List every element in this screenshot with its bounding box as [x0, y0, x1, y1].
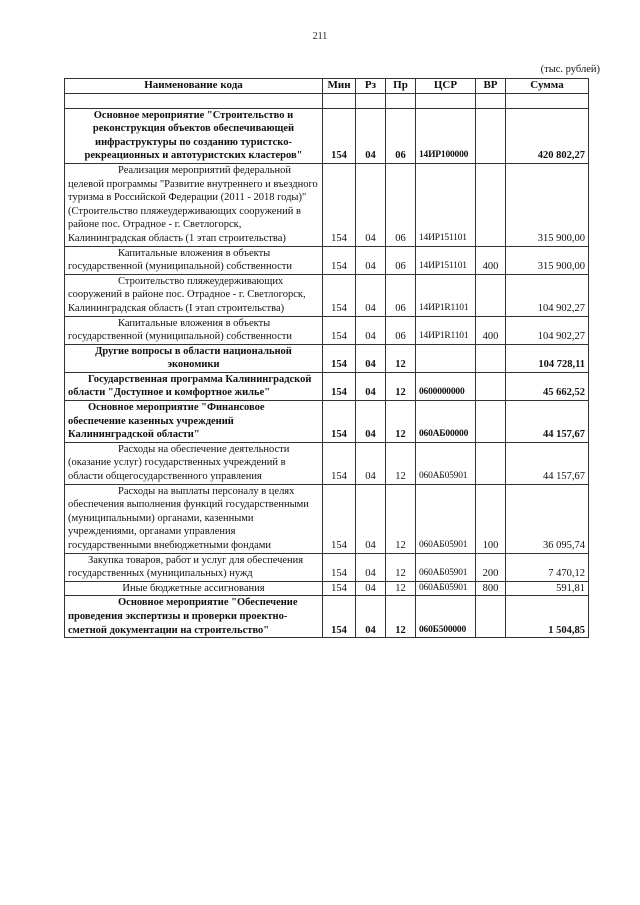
row-csr: 14ИР1R1101	[416, 316, 476, 344]
table-row	[65, 344, 589, 372]
row-vr	[476, 596, 506, 638]
row-name: Капитальные вложения в объекты государственной (муниципальной) собственности	[65, 246, 323, 274]
row-min: 154	[323, 316, 356, 344]
row-csr: 060АБ05901	[416, 484, 476, 553]
row-min: 154	[323, 442, 356, 484]
row-csr: 14ИР100000	[416, 108, 476, 163]
row-rz: 04	[356, 553, 386, 581]
row-vr: 200	[476, 553, 506, 581]
row-name: Другие вопросы в области национальной экономики	[65, 344, 323, 372]
table-row	[65, 274, 589, 316]
row-min: 154	[323, 401, 356, 443]
row-sum: 315 900,00	[506, 163, 589, 246]
row-min: 154	[323, 344, 356, 372]
header-pr: Пр	[386, 79, 416, 94]
row-rz: 04	[356, 442, 386, 484]
row-sum: 7 470,12	[506, 553, 589, 581]
row-csr: 060АБ05901	[416, 581, 476, 596]
row-rz: 04	[356, 344, 386, 372]
row-name: Иные бюджетные ассигнования	[65, 581, 323, 596]
table-row	[65, 246, 589, 274]
row-pr: 06	[386, 108, 416, 163]
row-vr	[476, 372, 506, 400]
units-label: (тыс. рублей)	[540, 64, 600, 75]
row-rz: 04	[356, 581, 386, 596]
table-row	[65, 372, 589, 400]
row-min: 154	[323, 163, 356, 246]
row-csr: 060АБ00000	[416, 401, 476, 443]
row-min: 154	[323, 108, 356, 163]
row-rz: 04	[356, 274, 386, 316]
row-name: Расходы на выплаты персоналу в целях обеспечения выполнения функций государственными (муниципальными) органами, казенными учреждениями, органами управления государственными внебюджетными фондами	[65, 484, 323, 553]
row-sum: 45 662,52	[506, 372, 589, 400]
row-min: 154	[323, 274, 356, 316]
row-name: Государственная программа Калининградской области "Доступное и комфортное жилье"	[65, 372, 323, 400]
row-csr: 060АБ05901	[416, 442, 476, 484]
row-rz: 04	[356, 316, 386, 344]
row-csr: 060Б500000	[416, 596, 476, 638]
row-sum: 1 504,85	[506, 596, 589, 638]
row-sum: 591,81	[506, 581, 589, 596]
row-csr: 14ИР1R1101	[416, 274, 476, 316]
row-rz: 04	[356, 246, 386, 274]
row-name: Капитальные вложения в объекты государственной (муниципальной) собственности	[65, 316, 323, 344]
row-sum: 44 157,67	[506, 442, 589, 484]
table-row	[65, 596, 589, 638]
row-vr: 400	[476, 316, 506, 344]
row-pr: 12	[386, 372, 416, 400]
row-rz: 04	[356, 163, 386, 246]
row-pr: 12	[386, 581, 416, 596]
row-sum: 104 728,11	[506, 344, 589, 372]
row-sum: 315 900,00	[506, 246, 589, 274]
table-row	[65, 108, 589, 163]
row-name: Основное мероприятие "Финансовое обеспечение казенных учреждений Калининградской области"	[65, 401, 323, 443]
row-pr: 12	[386, 596, 416, 638]
row-sum: 104 902,27	[506, 316, 589, 344]
row-csr: 14ИР151101	[416, 246, 476, 274]
row-vr: 800	[476, 581, 506, 596]
row-min: 154	[323, 553, 356, 581]
row-min: 154	[323, 581, 356, 596]
row-pr: 06	[386, 246, 416, 274]
row-pr: 06	[386, 316, 416, 344]
table-row	[65, 553, 589, 581]
row-sum: 36 095,74	[506, 484, 589, 553]
table-row	[65, 163, 589, 246]
row-name: Реализация мероприятий федеральной целевой программы "Развитие внутреннего и въездного туризма в Российской Федерации (2011 - 2018 годы)" (Строительство пляжеудерживающих сооружений в районе пос. Отрадное - г. Светлогорск, Калининградская область (1 этап строительства)	[65, 163, 323, 246]
row-vr	[476, 274, 506, 316]
row-vr	[476, 344, 506, 372]
row-min: 154	[323, 246, 356, 274]
budget-table	[64, 78, 589, 638]
row-csr: 0600000000	[416, 372, 476, 400]
row-min: 154	[323, 372, 356, 400]
row-name: Основное мероприятие "Строительство и реконструкция объектов обеспечивающей инфраструктуры по созданию туристско-рекреационных и автотуристских кластеров"	[65, 108, 323, 163]
row-vr	[476, 163, 506, 246]
row-pr: 12	[386, 442, 416, 484]
row-pr: 12	[386, 344, 416, 372]
row-pr: 12	[386, 553, 416, 581]
row-rz: 04	[356, 401, 386, 443]
table-row	[65, 316, 589, 344]
row-name: Основное мероприятие "Обеспечение проведения экспертизы и проверки проектно-сметной документации на строительство"	[65, 596, 323, 638]
header-vr: ВР	[476, 79, 506, 94]
table-row	[65, 401, 589, 443]
row-pr: 12	[386, 484, 416, 553]
row-csr	[416, 344, 476, 372]
header-name: Наименование кода	[65, 79, 323, 94]
row-vr	[476, 442, 506, 484]
spacer-row	[65, 93, 589, 108]
row-name: Закупка товаров, работ и услуг для обеспечения государственных (муниципальных) нужд	[65, 553, 323, 581]
header-csr: ЦСР	[416, 79, 476, 94]
header-sum: Сумма	[506, 79, 589, 94]
row-sum: 44 157,67	[506, 401, 589, 443]
header-min: Мин	[323, 79, 356, 94]
row-name: Расходы на обеспечение деятельности (оказание услуг) государственных учреждений в области общегосударственного управления	[65, 442, 323, 484]
row-sum: 420 802,27	[506, 108, 589, 163]
row-rz: 04	[356, 372, 386, 400]
row-min: 154	[323, 484, 356, 553]
table-row	[65, 442, 589, 484]
row-rz: 04	[356, 108, 386, 163]
row-csr: 14ИР151101	[416, 163, 476, 246]
row-pr: 06	[386, 274, 416, 316]
row-pr: 12	[386, 401, 416, 443]
row-vr: 100	[476, 484, 506, 553]
row-min: 154	[323, 596, 356, 638]
row-vr	[476, 401, 506, 443]
row-vr: 400	[476, 246, 506, 274]
header-rz: Рз	[356, 79, 386, 94]
table-header-row	[65, 79, 589, 94]
row-pr: 06	[386, 163, 416, 246]
page-number: 211	[312, 31, 328, 42]
table-row	[65, 484, 589, 553]
table-row	[65, 581, 589, 596]
row-rz: 04	[356, 484, 386, 553]
row-name: Строительство пляжеудерживающих сооружений в районе пос. Отрадное - г. Светлогорск, Калининградская область (I этап строительства)	[65, 274, 323, 316]
row-rz: 04	[356, 596, 386, 638]
row-sum: 104 902,27	[506, 274, 589, 316]
row-csr: 060АБ05901	[416, 553, 476, 581]
row-vr	[476, 108, 506, 163]
